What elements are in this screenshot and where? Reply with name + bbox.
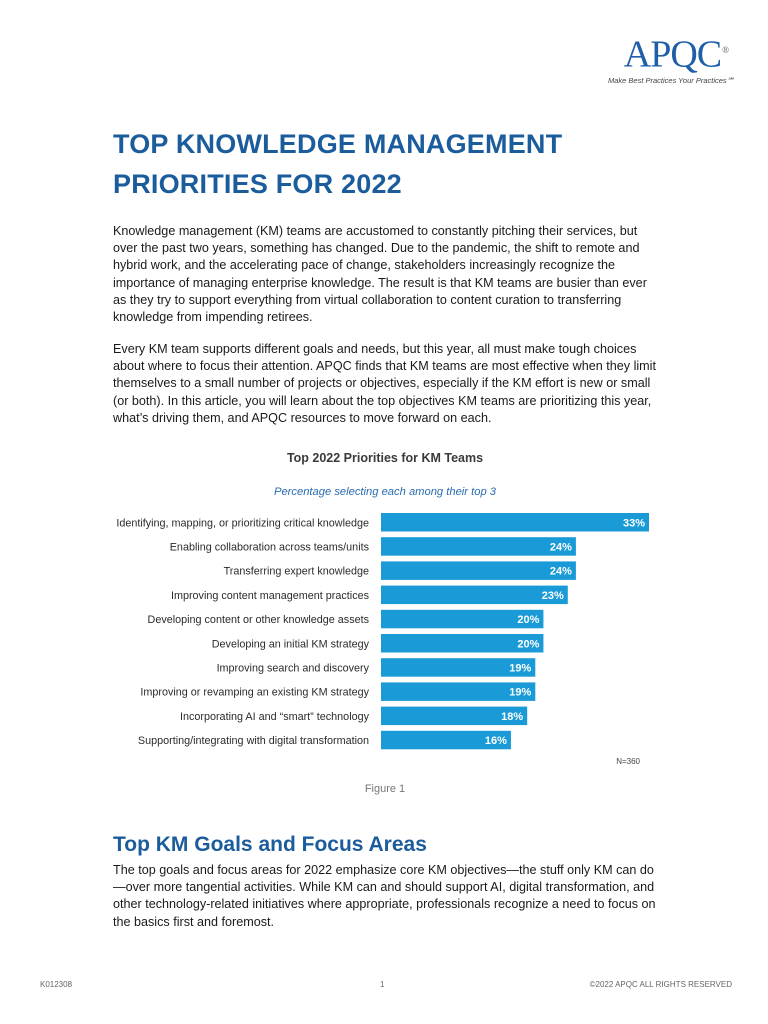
value-label: 20% <box>517 638 540 651</box>
section-paragraph: The top goals and focus areas for 2022 emphasize core KM objectives—the stuff only KM can do—over more tangential activities. While KM can and should support AI, digital transformation, and other technology-related initiatives where appropriate, professionals recognize a need to focus on the basics first and foremost. <box>113 863 656 929</box>
bar <box>381 513 649 532</box>
value-label: 16% <box>484 735 507 748</box>
page-title <box>113 124 673 204</box>
priorities-bar-chart <box>100 505 660 770</box>
logo-tagline: Make Best Practices Your Practices℠ <box>608 75 735 85</box>
figure-caption: Figure 1 <box>364 783 406 795</box>
bar <box>381 561 576 580</box>
page-title-line-1: TOP KNOWLEDGE MANAGEMENT <box>113 129 563 159</box>
category-label: Improving or revamping an existing KM strategy <box>140 686 369 699</box>
value-label: 19% <box>509 686 532 699</box>
section-title: Top KM Goals and Focus Areas <box>113 833 427 856</box>
footer-page-number: 1 <box>380 980 385 989</box>
sample-size-note: N=360 <box>616 757 640 766</box>
bar <box>381 586 568 605</box>
value-label: 24% <box>549 565 572 578</box>
logo-wordmark: APQC® <box>623 33 728 76</box>
value-label: 24% <box>549 541 572 554</box>
chart-title: Top 2022 Priorities for KM Teams <box>286 451 484 465</box>
category-label: Improving content management practices <box>170 589 369 602</box>
value-label: 23% <box>541 589 564 602</box>
apqc-logo <box>608 30 735 85</box>
category-label: Supporting/integrating with digital transformation <box>137 735 369 748</box>
category-label: Improving search and discovery <box>216 662 369 675</box>
footer-doc-id: K012308 <box>40 980 73 989</box>
value-label: 33% <box>622 517 645 530</box>
footer-copyright: ©2022 APQC ALL RIGHTS RESERVED <box>589 980 732 989</box>
focus-paragraph: Every KM team supports different goals and needs, but this year, all must make tough choices about where to focus their attention. APQC finds that KM teams are most effective when they limit themselves to a small number of projects or objectives, especially if the KM effort is new or small (or both). In this article, you will learn about the top objectives KM teams are prioritizing this year, what’s driving them, and APQC resources to move forward on each. <box>113 342 656 425</box>
category-label: Developing content or other knowledge assets <box>147 614 369 627</box>
category-label: Identifying, mapping, or prioritizing critical knowledge <box>116 517 369 530</box>
category-label: Transferring expert knowledge <box>223 565 369 578</box>
chart-subtitle: Percentage selecting each among their top 3 <box>273 486 497 498</box>
page-title-line-2: PRIORITIES FOR 2022 <box>113 169 402 199</box>
intro-paragraph: Knowledge management (KM) teams are accustomed to constantly pitching their services, but over the past two years, something has changed. Due to the pandemic, the shift to remote and hybrid work, and the accelerating pace of change, stakeholders increasingly recognize the importance of managing enterprise knowledge. The result is that KM teams are busier than ever as they try to support everything from virtual collaboration to content curation to transferring knowledge from impending retirees. <box>113 224 647 325</box>
bar <box>381 537 576 556</box>
value-label: 19% <box>509 662 532 675</box>
category-label: Enabling collaboration across teams/units <box>169 541 369 554</box>
value-label: 20% <box>517 614 540 627</box>
category-label: Incorporating AI and “smart” technology <box>179 710 369 723</box>
registered-mark: ® <box>722 45 728 55</box>
category-label: Developing an initial KM strategy <box>211 638 369 651</box>
value-label: 18% <box>501 710 524 723</box>
